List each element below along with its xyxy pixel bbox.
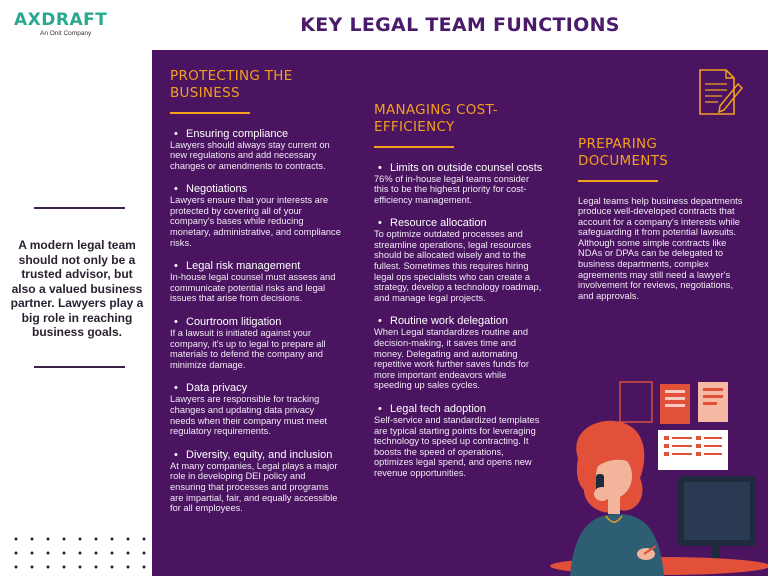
- column-preparing-documents: [578, 136, 750, 301]
- heading-divider: [374, 146, 454, 148]
- column-heading: MANAGING COST-EFFICIENCY: [374, 102, 498, 135]
- left-sidebar: [0, 50, 152, 576]
- item-title: • Data privacy: [170, 382, 342, 394]
- item-title: • Diversity, equity, and inclusion: [170, 449, 342, 461]
- item-title: • Limits on outside counsel costs: [374, 162, 544, 174]
- list-item: [170, 128, 342, 172]
- page-title: KEY LEGAL TEAM FUNCTIONS: [300, 14, 620, 36]
- item-title: • Legal risk management: [170, 260, 342, 272]
- heading-divider: [170, 112, 250, 114]
- column-protecting-business: [170, 68, 342, 526]
- item-body: At many companies, Legal plays a major role in developing DEI policy and ensuring that processes and programs are impartial, fair, and equally accessible for all employees.: [170, 460, 338, 514]
- item-body: Self-service and standardized templates are typical starting points for leveraging technology to speed up contracting. It boosts the speed of operations, optimizes legal spend, and opens new revenue opportunities.: [374, 415, 540, 478]
- item-body: To optimize outdated processes and streamline operations, legal resources should be allocated wisely and to the fullest. Sometimes this requires hiring legal ops specialists who can create a strategy, develop a technology roadmap, and manage legal projects.: [374, 229, 542, 303]
- document-pen-icon: [694, 64, 744, 120]
- list-item: [374, 403, 544, 479]
- content-panel: [152, 50, 768, 576]
- column-heading: PROTECTING THE BUSINESS: [170, 68, 293, 101]
- column-heading: PREPARING DOCUMENTS: [578, 136, 669, 169]
- item-body: In-house legal counsel must assess and communicate potential risks and legal issues that arise from decisions.: [170, 272, 336, 304]
- bottom-divider: [34, 366, 125, 368]
- column-body: Legal teams help business departments produce well-developed contracts that account for a company's interests while safeguarding it from potential lawsuits. Although some simple contracts like NDAs or DPAs can be delegated to business departments, complex agreements may still need a lawyer's involvement for reviews, negotiations, and approvals.: [578, 195, 743, 301]
- item-title: • Routine work delegation: [374, 315, 544, 327]
- list-item: [374, 217, 544, 303]
- item-title: • Resource allocation: [374, 217, 544, 229]
- list-item: [170, 449, 342, 514]
- top-divider: [34, 207, 125, 209]
- item-title: • Legal tech adoption: [374, 403, 544, 415]
- lawyer-at-desk-illustration: [548, 378, 768, 576]
- logo-name: AXDRAFT: [14, 10, 108, 30]
- item-body: Lawyers are responsible for tracking changes and updating data privacy needs when their company must meet regulatory requirements.: [170, 394, 328, 437]
- list-item: [374, 162, 544, 206]
- company-logo: [14, 11, 107, 37]
- logo-tagline: An Onit Company: [40, 30, 92, 37]
- item-body: Lawyers ensure that your interests are protected by covering all of your company's bases while reducing monetary, administrative, and compliance risks.: [170, 195, 341, 248]
- list-item: [170, 316, 342, 370]
- item-body: When Legal standardizes routine and decision-making, it saves time and money. Delegating and automating repetitive work further saves funds for more important endeavors while speeding up sales cycles.: [374, 327, 530, 391]
- item-body: 76% of in-house legal teams consider this to be the highest priority for cost-efficiency management.: [374, 173, 530, 205]
- list-item: [374, 315, 544, 391]
- item-title: • Ensuring compliance: [170, 128, 342, 140]
- list-item: [170, 382, 342, 436]
- item-body: Lawyers should always stay current on new regulations and add necessary changes or amendments to contracts.: [170, 139, 330, 171]
- item-body: If a lawsuit is initiated against your company, it's up to legal to prepare all materials to defend the company and minimize damage.: [170, 328, 326, 370]
- item-title: • Negotiations: [170, 183, 342, 195]
- column-managing-cost: [374, 102, 544, 491]
- intro-quote: A modern legal team should not only be a trusted advisor, but also a valued business partner. Lawyers play a big role in reaching business goals.: [10, 238, 144, 339]
- heading-divider: [578, 180, 658, 182]
- item-title: • Courtroom litigation: [170, 316, 342, 328]
- list-item: [170, 183, 342, 248]
- decorative-dot-pattern: [8, 532, 158, 572]
- list-item: [170, 260, 342, 304]
